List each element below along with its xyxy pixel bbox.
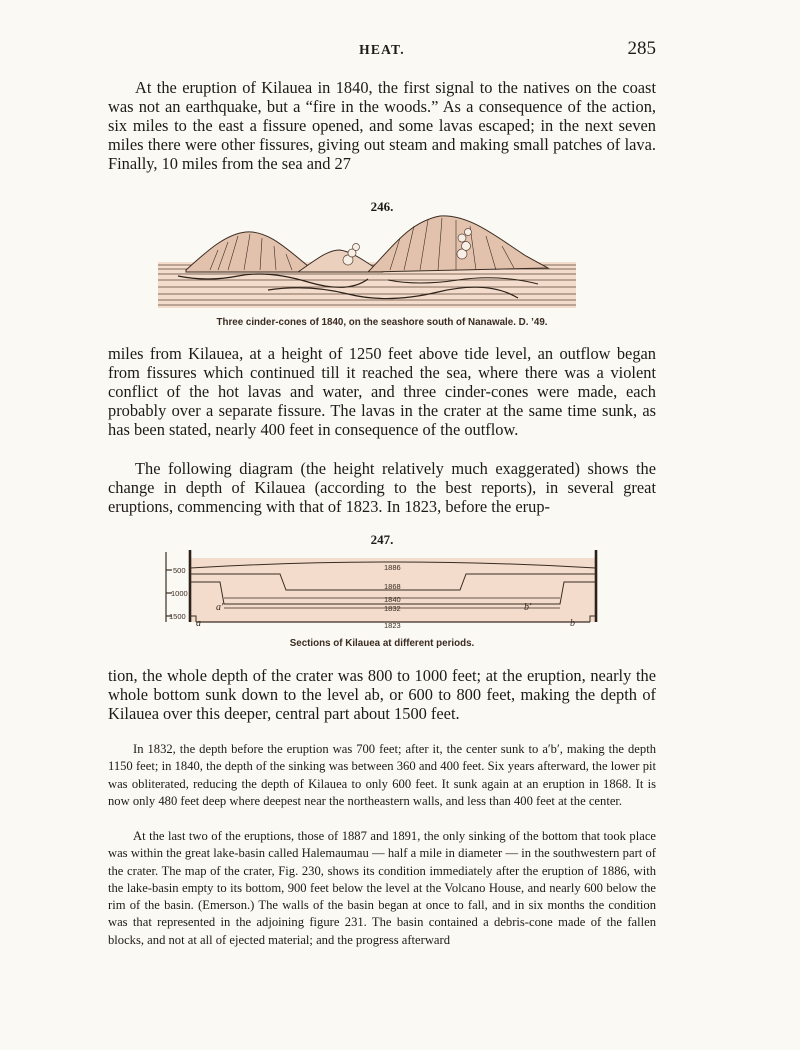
scale-label-1000: 1000: [171, 589, 188, 598]
figure-246-number: 246.: [370, 199, 394, 214]
paragraph-4: tion, the whole depth of the crater was 800 to 1000 feet; at the eruption, nearly the whole bottom sunk down to the level ab, or 600 to 800 feet, making the depth of Kilauea over this deeper, central part about 1500 feet.: [108, 666, 656, 724]
label-a-prime: a′: [216, 602, 224, 613]
level-label-1886: 1886: [384, 563, 401, 572]
level-label-1832: 1832: [384, 604, 401, 613]
label-b-prime: b′: [524, 602, 532, 613]
small-paragraph-1: In 1832, the depth before the eruption was 700 feet; after it, the center sunk to a′b′, making the depth 1150 feet; in 1840, the depth of the sinking was between 360 and 400 feet. Six years afterward, the lower pit was obliterated, reducing the depth of Kilauea to only 600 feet. It sunk again at an eruption in 1868. It is now only 480 feet deep where deepest near the northeastern walls, and less than 400 feet at the center.: [108, 742, 656, 808]
page-number: 285: [627, 38, 656, 59]
level-label-1840: 1840: [384, 595, 401, 604]
figure-247-number: 247.: [370, 532, 394, 547]
level-label-1823: 1823: [384, 621, 401, 630]
middle-cinder-cone: [298, 250, 382, 272]
running-head: [108, 38, 656, 62]
figure-247-caption: Sections of Kilauea at different periods.: [289, 638, 475, 649]
label-a: a: [196, 618, 201, 629]
figure-247-section-diagram: [160, 548, 600, 628]
label-b: b: [570, 618, 575, 629]
running-title: HEAT.: [359, 42, 405, 57]
figure-246-illustration: [158, 210, 576, 308]
scale-label-500: 500: [173, 566, 186, 575]
scale-label-1500: 1500: [169, 612, 186, 621]
small-paragraph-2: At the last two of the eruptions, those of 1887 and 1891, the only sinking of the bottom that took place was within the great lake-basin called Halemaumau — half a mile in diameter — in the southwestern part of the crater. The map of the crater, Fig. 230, shows its condition immediately after the eruption of 1886, with the lake-basin empty to its bottom, 900 feet below the level at the Volcano House, and nearly 600 below the rim of the basin. (Emerson.) The walls of the basin began at once to fall, and in six months the condition was that represented in the adjoining figure 231. The basin contained a debris-cone made of the fallen blocks, and not at all of ejected material; and the progress afterward: [108, 829, 656, 947]
left-cinder-cone: [186, 232, 318, 272]
right-cinder-cone: [368, 216, 548, 272]
paragraph-1: At the eruption of Kilauea in 1840, the first signal to the natives on the coast was not an earthquake, but a “fire in the woods.” As a consequence of the action, six miles to the east a fissure opened, and some lavas escaped; in the next seven miles there were other fissures, giving out steam and making small patches of lava. Finally, 10 miles from the sea and 27: [108, 78, 656, 174]
paragraph-3: The following diagram (the height relatively much exaggerated) shows the change in depth of Kilauea (according to the best reports), in several great eruptions, commencing with that of 1823. In 1823, before the erup-: [108, 459, 656, 517]
paragraph-2: miles from Kilauea, at a height of 1250 feet above tide level, an outflow began from fissures which continued till it reached the sea, where there was a violent conflict of the hot lavas and water, and three cinder-cones were made, each probably over a separate fissure. The lavas in the crater at the same time sunk, as has been stated, nearly 400 feet in consequence of the outflow.: [108, 344, 656, 440]
level-label-1868: 1868: [384, 582, 401, 591]
figure-246-caption: Three cinder-cones of 1840, on the seashore south of Nanawale. D. ’49.: [216, 317, 548, 328]
